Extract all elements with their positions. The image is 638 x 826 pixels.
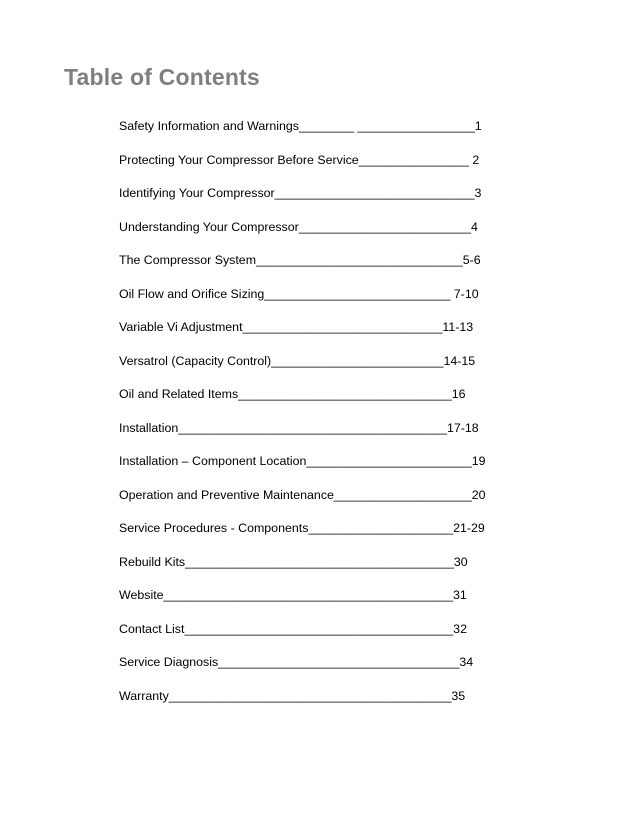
toc-entry-identifying: Identifying Your Compressor_____________________________3 [119,186,482,200]
toc-entry-rebuild-kits: Rebuild Kits_______________________________________30 [119,554,468,569]
toc-entry-warranty: Warranty_________________________________________35 [119,688,466,703]
toc-entry-variable-vi: Variable Vi Adjustment_____________________________11-13 [119,320,474,334]
toc-entry-website: Website__________________________________________31 [119,588,467,602]
toc-entry-oil-flow: Oil Flow and Orifice Sizing___________________________ 7-10 [119,286,479,301]
toc-entry-service-procedures: Service Procedures - Components_____________________21-29 [119,521,485,535]
toc-entry-operation: Operation and Preventive Maintenance____________________20 [119,487,486,502]
toc-entry-protecting: Protecting Your Compressor Before Service________________ 2 [119,152,480,167]
toc-entry-safety: Safety Information and Warnings________ _________________1 [119,119,482,133]
page-title: Table of Contents [64,64,260,90]
toc-entry-compressor-system: The Compressor System______________________________5-6 [119,253,481,267]
toc-entry-oil-related: Oil and Related Items_______________________________16 [119,387,466,401]
table-of-contents [119,118,486,721]
toc-entry-versatrol: Versatrol (Capacity Control)_________________________14-15 [119,353,476,368]
toc-entry-installation: Installation_______________________________________17-18 [119,420,479,435]
toc-entry-component-location: Installation – Component Location________________________19 [119,454,486,468]
toc-entry-understanding: Understanding Your Compressor_________________________4 [119,219,478,234]
toc-entry-contact-list: Contact List_______________________________________32 [119,621,467,636]
toc-entry-service-diagnosis: Service Diagnosis___________________________________34 [119,655,474,669]
